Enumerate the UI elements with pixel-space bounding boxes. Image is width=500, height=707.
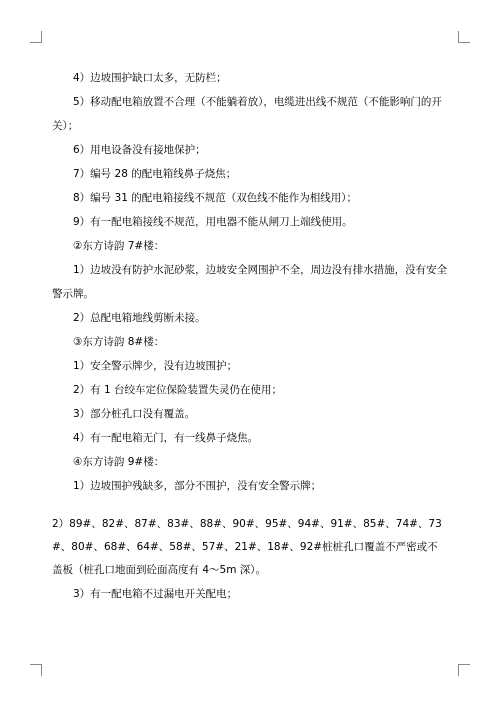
section-heading: ②东方诗韵 7#楼： [73,240,165,252]
section-heading: ③东方诗韵 8#楼： [73,336,165,348]
paragraph: 1）边坡没有防护水泥砂浆，边坡安全网围护不全，周边没有排水措施，没有安全警示牌。 [52,264,448,300]
paragraph-gap [52,498,448,513]
paragraph: 2）总配电箱地线剪断未接。 [73,312,206,324]
section-heading: ④东方诗韵 9#楼： [73,456,165,468]
crop-mark-top-left [30,31,42,43]
paragraph: 6）用电设备没有接地保护； [73,144,206,156]
paragraph: 5）移动配电箱放置不合理（不能躺着放），电缆进出线不规范（不能影响门的开关）； [52,96,442,132]
paragraph: 3）部分桩孔口没有覆盖。 [73,408,196,420]
paragraph: 1）安全警示牌少，没有边坡围护； [73,360,238,372]
crop-mark-bottom-right [458,664,470,676]
paragraph: 8）编号 31 的配电箱接线不规范（双色线不能作为相线用）； [73,192,357,204]
paragraph: 3）有一配电箱不过漏电开关配电； [73,588,238,600]
paragraph: 1）边坡围护残缺多，部分不围护，没有安全警示牌； [73,480,322,492]
document-body [52,66,448,606]
paragraph: 9）有一配电箱接线不规范，用电器不能从闸刀上端线使用。 [73,216,353,228]
crop-mark-top-right [458,31,470,43]
paragraph: 2）有 1 台绞车定位保险装置失灵仍在使用； [73,384,283,396]
paragraph: 2）89#、82#、87#、83#、88#、90#、95#、94#、91#、85#、74#、73#、80#、68#、64#、58#、57#、21#、18#、92#桩桩孔口覆盖不严密或不盖板（桩孔口地面到砼面高度有 4～5m 深）。 [52,518,442,576]
paragraph: 4）有一配电箱无门，有一线鼻子烧焦。 [73,432,259,444]
crop-mark-bottom-left [30,664,42,676]
paragraph: 4）边坡围护缺口太多，无防栏； [73,72,227,84]
paragraph: 7）编号 28 的配电箱线鼻子烧焦； [73,168,237,180]
